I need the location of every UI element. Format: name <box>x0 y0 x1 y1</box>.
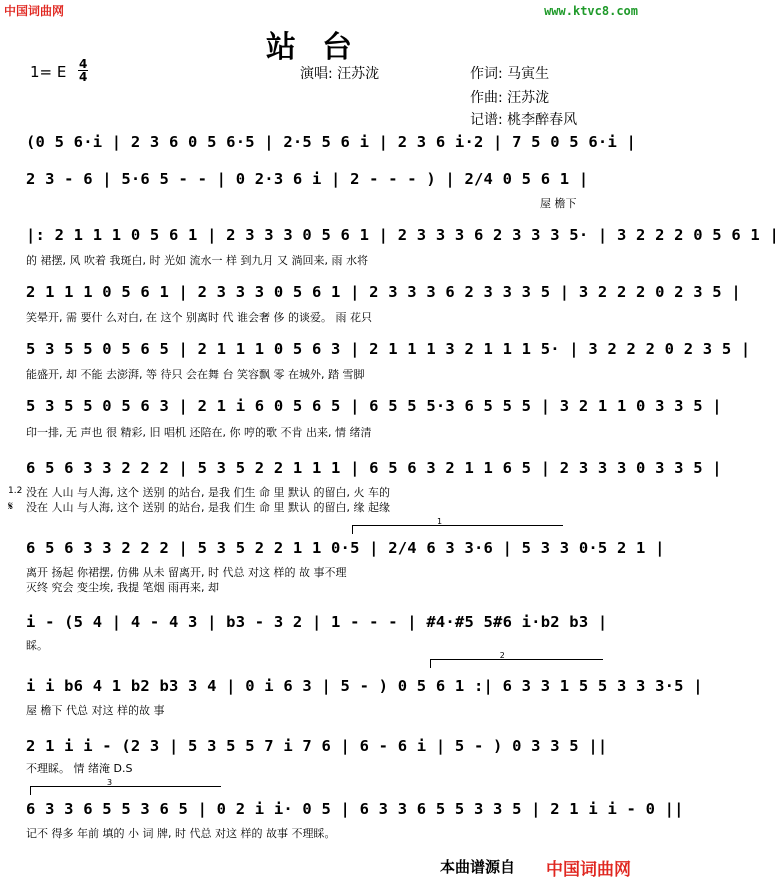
notation-row-10: i i b6 4 1 b2 b3 3 4 | 0 i 6 3 | 5 - ) 0 5 6 1 :| 6 3 3 1 5 5 3 3 3·5 | <box>26 677 703 695</box>
footer-site-link[interactable]: 中国词曲网 <box>546 860 631 880</box>
volta-label-2: 2 <box>499 651 505 660</box>
notation-row-11: 2 1 i i - (2 3 | 5 3 5 5 7 i 7 6 | 6 - 6 i | 5 - ) 0 3 3 5 || <box>26 737 608 755</box>
lyric-row-2: 屋 檐下 <box>540 197 577 210</box>
time-signature-bottom: 4 <box>79 70 88 84</box>
lyric-row-12: 记不 得多 年前 填的 小 词 牌, 时 代总 对这 样的 故事 不理睬。 <box>26 827 336 840</box>
lyric-row-11: 不理睬。 情 绪淹 D.S <box>26 762 133 775</box>
notation-row-7: 6 5 6 3 3 2 2 2 | 5 3 5 2 2 1 1 1 | 6 5 6 3 2 1 1 6 5 | 2 3 3 3 0 3 3 5 | <box>26 459 722 477</box>
notation-row-4: 2 1 1 1 0 5 6 1 | 2 3 3 3 0 5 6 1 | 2 3 3 3 6 2 3 3 3 5 | 3 2 2 2 0 2 3 5 | <box>26 283 741 301</box>
lyricist-credit: 作词: 马寅生 <box>470 66 550 82</box>
time-signature <box>78 58 88 83</box>
notation-row-9: i - (5 4 | 4 - 4 3 | b3 - 3 2 | 1 - - - | #4·#5 5#6 i·b2 b3 | <box>26 613 608 631</box>
notation-row-3: |: 2 1 1 1 0 5 6 1 | 2 3 3 3 0 5 6 1 | 2 3 3 3 6 2 3 3 3 5· | 3 2 2 2 0 5 6 1 | <box>26 226 779 244</box>
notation-row-5: 5 3 5 5 0 5 6 5 | 2 1 1 1 0 5 6 3 | 2 1 1 1 3 2 1 1 1 5· | 3 2 2 2 0 2 3 5 | <box>26 340 751 358</box>
volta-bracket-1 <box>352 517 563 534</box>
lyric-row-6: 印一排, 无 声也 很 精彩, 旧 唱机 还陪在, 你 哼的歌 不肯 出来, 情 绪清 <box>26 426 372 439</box>
notation-row-8: 6 5 6 3 3 2 2 2 | 5 3 5 2 2 1 1 0·5 | 2/4 6 3 3·6 | 5 3 3 0·5 2 1 | <box>26 539 665 557</box>
lyric-row-7b: 没在 人山 与人海, 这个 送别 的站台, 是我 们生 命 里 默认 的留白, 缘 起缘 <box>26 501 390 514</box>
lyric-row-8a: 离开 扬起 你裙摆, 仿佛 从未 留离开, 时 代总 对这 样的 故 事不理 <box>26 566 347 579</box>
volta-bracket-3 <box>30 778 221 795</box>
time-signature-top: 4 <box>79 57 88 71</box>
lyric-row-8b: 灭终 究会 变尘埃, 我提 笔烟 雨再来, 却 <box>26 581 219 594</box>
transcriber-credit: 记谱: 桃李醉春风 <box>470 112 578 128</box>
lyric-row-10: 屋 檐下 代总 对这 样的故 事 <box>26 704 165 717</box>
notation-row-12: 6 3 3 6 5 5 3 6 5 | 0 2 i i· 0 5 | 6 3 3 6 5 5 3 3 5 | 2 1 i i - 0 || <box>26 800 684 818</box>
volta-label-1: 1 <box>437 517 443 526</box>
lyric-row-4: 笑晕开, 需 要什 么对白, 在 这个 别离时 代 谁会奢 侈 的谈爱。 雨 花只 <box>26 311 372 324</box>
song-title: 站台 <box>266 30 378 65</box>
segno-mark: 𝄋 <box>8 499 14 513</box>
composer-credit: 作曲: 汪苏泷 <box>470 90 550 106</box>
key-signature: 1= E <box>30 63 67 81</box>
notation-row-1: (0 5 6·i | 2 3 6 0 5 6·5 | 2·5 5 6 i | 2 3 6 i·2 | 7 5 0 5 6·i | <box>26 133 637 151</box>
lyric-row-7a: 没在 人山 与人海, 这个 送别 的站台, 是我 们生 命 里 默认 的留白, 火 车的 <box>26 486 390 499</box>
volta-label-3: 3 <box>107 778 113 787</box>
site-logo-left[interactable]: 中国词曲网 <box>4 4 65 18</box>
lyric-row-9: 睬。 <box>26 639 48 652</box>
verse-number-mark: 1.2 <box>8 486 23 496</box>
lyric-row-5: 能盛开, 却 不能 去澎湃, 等 待只 会在舞 台 笑容飘 零 在城外, 踏 雪脚 <box>26 368 365 381</box>
lyric-row-3: 的 裙摆, 风 吹着 我斑白, 时 光如 流水一 样 到九月 又 淌回来, 雨 水将 <box>26 254 368 267</box>
site-url-right[interactable]: www.ktvc8.com <box>544 4 638 18</box>
singer-credit: 演唱: 汪苏泷 <box>300 66 380 82</box>
footer-source-label: 本曲谱源自 <box>440 858 516 876</box>
volta-bracket-2 <box>430 651 603 668</box>
notation-row-2: 2 3 - 6 | 5·6 5 - - | 0 2·3 6 i | 2 - - - ) | 2/4 0 5 6 1 | <box>26 170 589 188</box>
notation-row-6: 5 3 5 5 0 5 6 3 | 2 1 i 6 0 5 6 5 | 6 5 5 5·3 6 5 5 5 | 3 2 1 1 0 3 3 5 | <box>26 397 722 415</box>
